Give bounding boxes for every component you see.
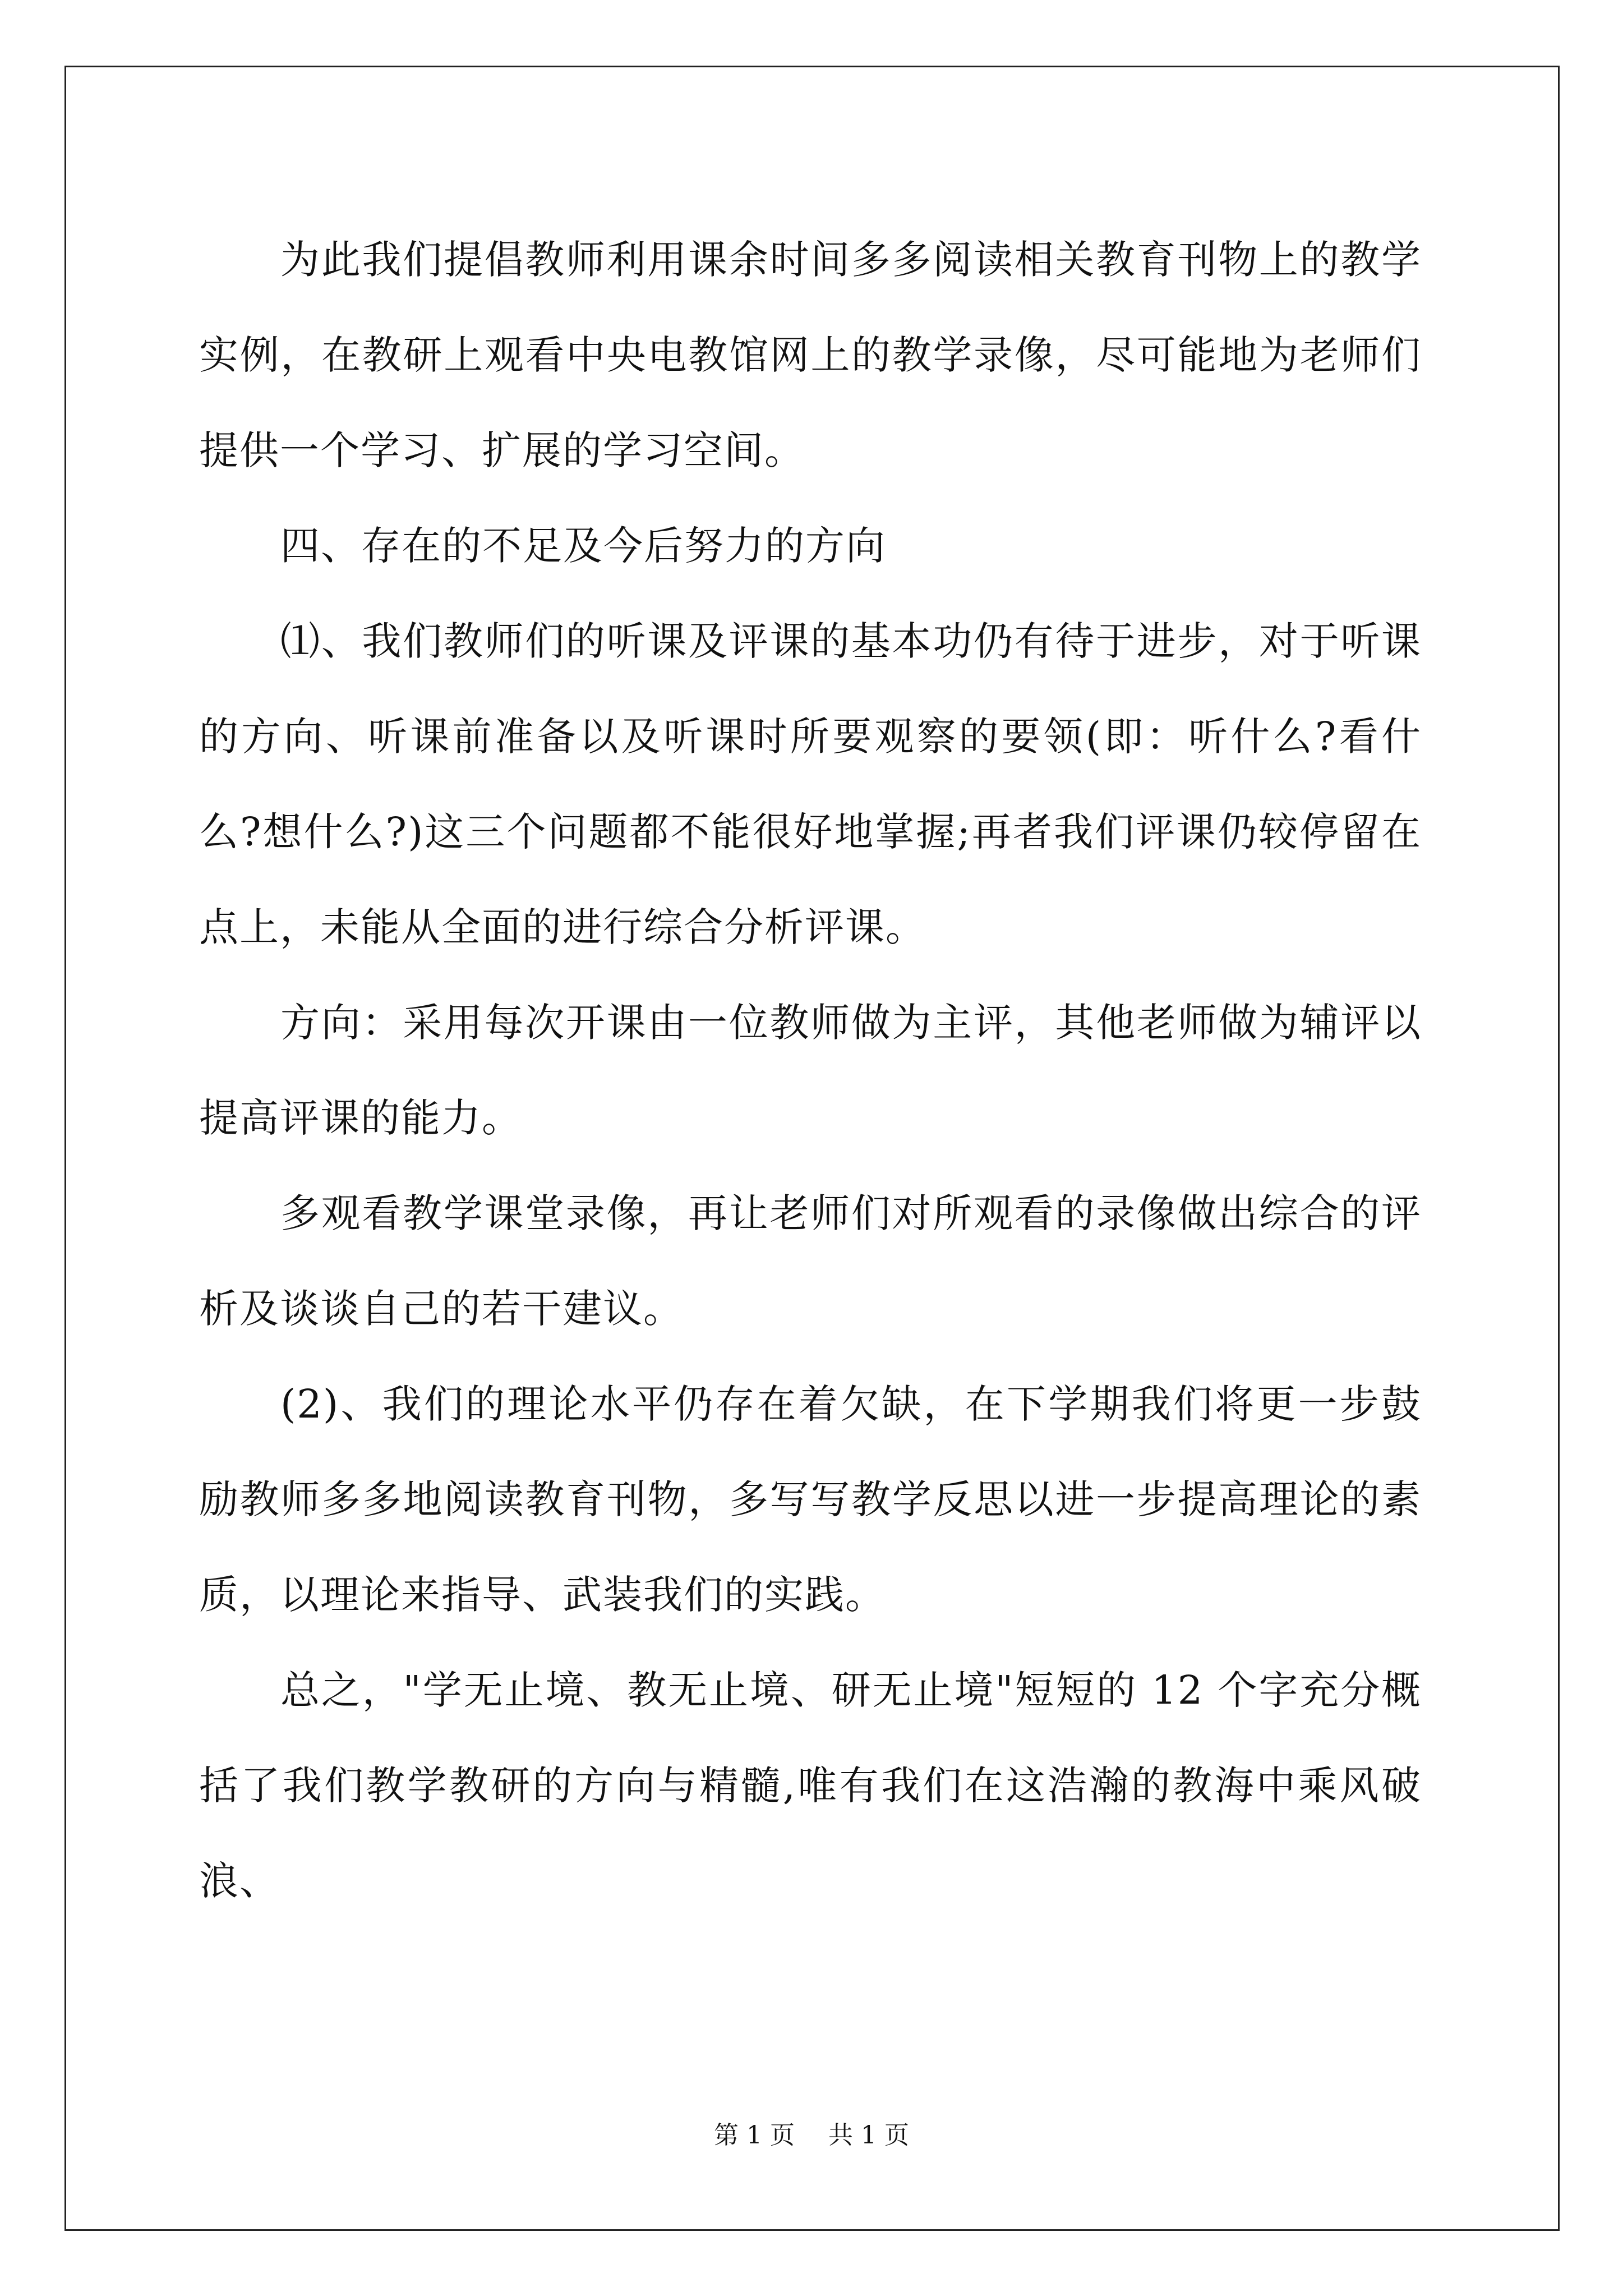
paragraph-6: 总之，"学无止境、教无止境、研无止境"短短的 12 个字充分概括了我们教学教研的方向与精髓,唯有我们在这浩瀚的教海中乘风破浪、 [199, 1667, 1422, 1904]
page-total: 共 1 页 [828, 2121, 909, 2150]
paragraph-2: ⑴、我们教师们的听课及评课的基本功仍有待于进步，对于听课的方向、听课前准备以及听课时所要观察的要领(即：听什么?看什么?想什么?)这三个问题都不能很好地掌握;再者我们评课仍较停留在点上，未能从全面的进行综合分析评课。 [199, 618, 1422, 950]
paragraph-1: 为此我们提倡教师利用课余时间多多阅读相关教育刊物上的教学实例，在教研上观看中央电教馆网上的教学录像，尽可能地为老师们提供一个学习、扩展的学习空间。 [199, 237, 1422, 473]
page-footer [0, 2115, 1623, 2151]
paragraph-5: (2)、我们的理论水平仍存在着欠缺，在下学期我们将更一步鼓励教师多多地阅读教育刊物，多写写教学反思以进一步提高理论的素质，以理论来指导、武装我们的实践。 [199, 1381, 1422, 1618]
paragraph-3: 方向：采用每次开课由一位教师做为主评，其他老师做为辅评以提高评课的能力。 [199, 1000, 1422, 1141]
paragraph-4: 多观看教学课堂录像，再让老师们对所观看的录像做出综合的评析及谈谈自己的若干建议。 [199, 1190, 1422, 1332]
page-number: 第 1 页 [714, 2121, 795, 2150]
section-heading: 四、存在的不足及今后努力的方向 [280, 523, 886, 569]
document-body [199, 212, 1422, 1929]
